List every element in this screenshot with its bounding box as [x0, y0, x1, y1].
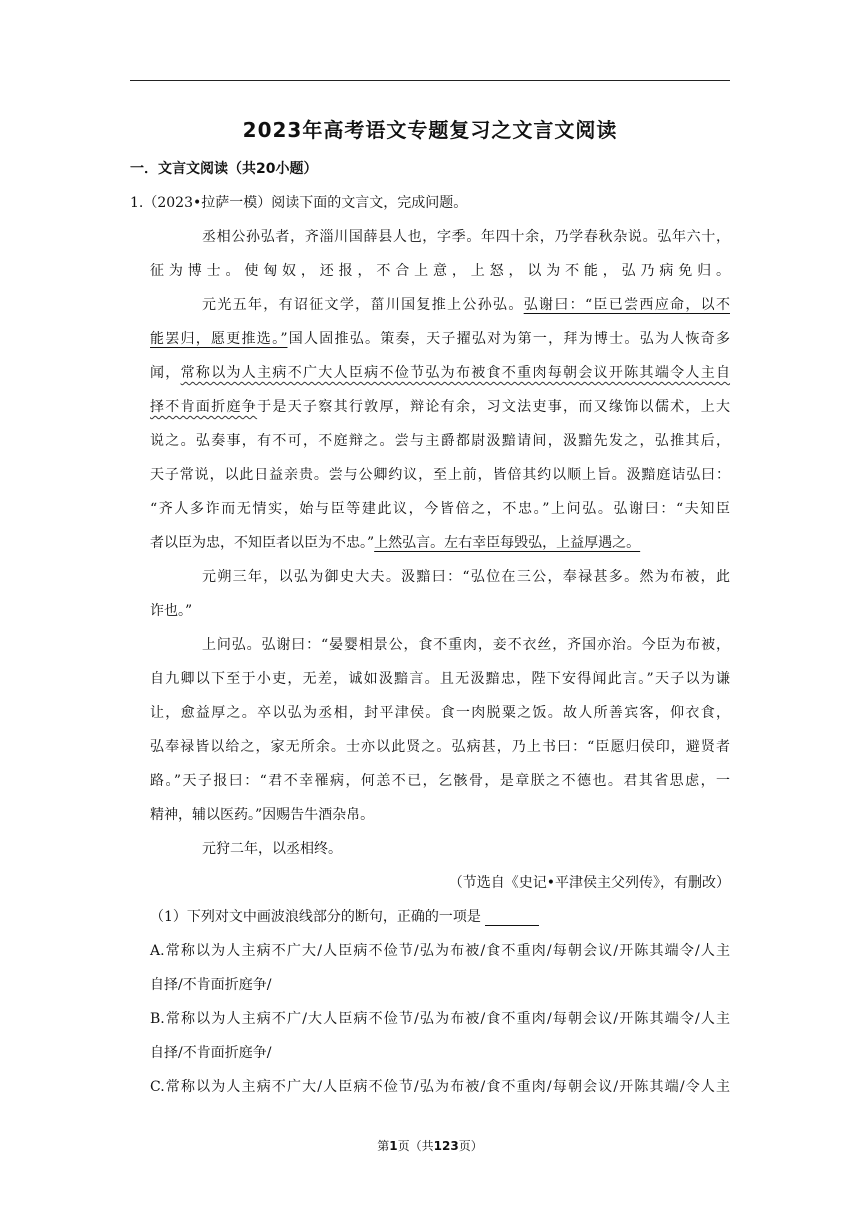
passage-p2-line2: 能罢归，愿更推选。”国人固推弘。策奏，天子擢弘对为第一，拜为博士。弘为人恢奇多 [150, 331, 730, 347]
answer-blank[interactable] [485, 911, 539, 926]
option-b-line1: B.常称以为人主病不广/大人臣病不俭节/弘为布被/食不重肉/每朝会议/开陈其端令/人主 [150, 1011, 730, 1027]
passage-p5-line1: 元狩二年，以丞相终。 [202, 841, 342, 857]
option-c-line1: C.常称以为人主病不广大/人臣病不俭节/弘为布被/食不重肉/每朝会议/开陈其端/令人主 [150, 1079, 730, 1095]
option-b-line2: 自择/不肯面折庭争/ [150, 1045, 272, 1061]
passage-p1-line1: 丞相公孙弘者，齐淄川国薛县人也，字季。年四十余，乃学春秋杂说。弘年六十， [202, 229, 730, 245]
passage-p4-line2: 自九卿以下至于小吏，无差，诚如汲黯言。且无汲黯忠，陛下安得闻此言。”天子以为谦 [150, 671, 730, 687]
passage-p3-line2: 诈也。” [150, 603, 193, 619]
passage-p2-line4: 择不肯面折庭争于是天子察其行敦厚，辩论有余，习文法吏事，而又缘饰以儒术，上大 [150, 399, 731, 415]
passage-p3-line1: 元朔三年，以弘为御史大夫。汲黯曰：“弘位在三公，奉禄甚多。然为布被，此 [202, 569, 730, 585]
section-heading: 一．文言文阅读（共20小题） [130, 161, 318, 177]
passage-p2-line1: 元光五年，有诏征文学，菑川国复推上公孙弘。弘谢曰：“臣已尝西应命，以不 [202, 297, 730, 313]
underlined-sentence-1: 弘谢曰：“臣已尝西应命，以不 [523, 297, 730, 313]
option-a-line2: 自择/不肯面折庭争/ [150, 977, 272, 993]
dotted-emphasis-text: 乞骸骨 [438, 773, 485, 789]
passage-p4-line5: 路。”天子报曰：“君不幸罹病，何恙不已，乞骸骨，是章朕之不德也。君其省思虑，一 [150, 773, 731, 789]
passage-p4-line4: 弘奉禄皆以给之，家无所余。士亦以此贤之。弘病甚，乃上书曰：“臣愿归侯印，避贤者 [150, 739, 730, 755]
passage-source: （节选自《史记•平津侯主父列传》，有删改） [448, 875, 730, 891]
wavy-underline-text: 常称以为人主病不广大人臣病不俭节弘为布被食不重肉每朝会议开陈其端令人主自 [180, 365, 731, 381]
page-number: 1 [389, 1139, 398, 1153]
wavy-underline-text-cont: 择不肯面折庭争 [150, 399, 258, 415]
passage-p2-line8: 者以臣为忠，不知臣者以臣为不忠。”上然弘言。左右幸臣每毁弘，上益厚遇之。 [150, 535, 641, 551]
passage-p2-line6: 天子常说，以此日益亲贵。尝与公卿约议，至上前，皆倍其约以顺上旨。汲黯庭诘弘曰： [150, 467, 730, 483]
page-title: 2023年高考语文专题复习之文言文阅读 [242, 118, 618, 142]
passage-p2-line5: 说之。弘奏事，有不可，不庭辩之。尝与主爵都尉汲黯请间，汲黯先发之，弘推其后， [150, 433, 730, 449]
header-rule [130, 80, 730, 81]
underlined-sentence-2: 上然弘言。左右幸臣每毁弘，上益厚遇之。 [374, 535, 641, 551]
question-intro: 1.（2023•拉萨一模）阅读下面的文言文，完成问题。 [130, 195, 468, 211]
page-footer: 第1页（共123页） [377, 1139, 483, 1153]
passage-p2-line3: 闻，常称以为人主病不广大人臣病不俭节弘为布被食不重肉每朝会议开陈其端令人主自 [150, 365, 731, 381]
passage-p4-line3: 让，愈益厚之。卒以弘为丞相，封平津侯。食一肉脱粟之饭。故人所善宾客，仰衣食， [150, 705, 730, 721]
passage-p4-line6: 精神，辅以医药。”因赐告牛酒杂帛。 [150, 807, 375, 823]
option-a-line1: A.常称以为人主病不广大/人臣病不俭节/弘为布被/食不重肉/每朝会议/开陈其端令/人主 [150, 943, 730, 959]
question1-stem: （1）下列对文中画波浪线部分的断句，正确的一项是 [150, 906, 730, 926]
underlined-sentence-1-cont: 能罢归，愿更推选。” [150, 331, 288, 347]
total-pages: 123 [433, 1139, 459, 1153]
passage-p1-line2: 征为博士。使匈奴，还报，不合上意，上怒，以为不能，弘乃病免归。 [150, 263, 730, 279]
passage-p2-line7: “齐人多诈而无情实，始与臣等建此议，今皆倍之，不忠。”上问弘。弘谢曰：“夫知臣 [150, 501, 730, 517]
passage-p4-line1: 上问弘。弘谢曰：“晏婴相景公，食不重肉，妾不衣丝，齐国亦治。今臣为布被， [202, 637, 730, 653]
